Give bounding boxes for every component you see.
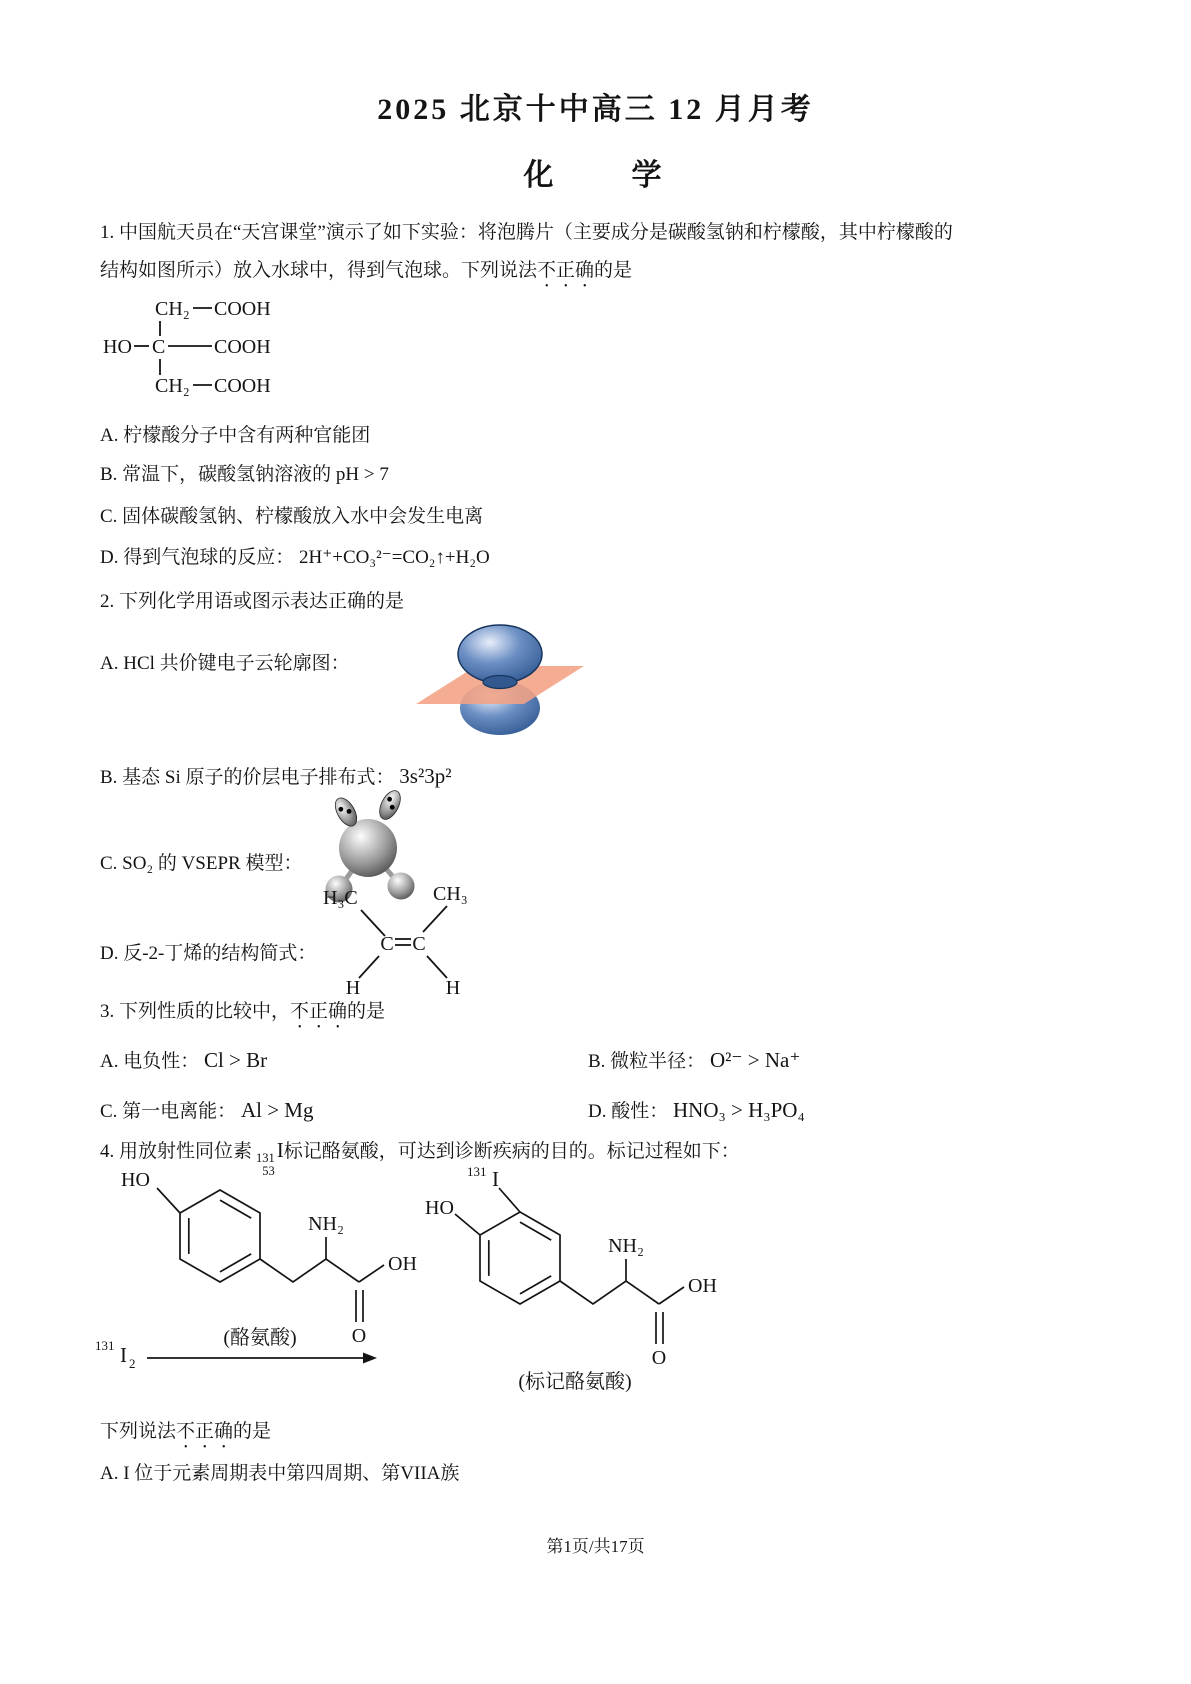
q1-option-d-label: D. 得到气泡球的反应： bbox=[100, 547, 295, 568]
citric-top-cooh: COOH bbox=[214, 298, 271, 320]
butene-c1: C bbox=[380, 933, 394, 955]
butene-ch3-left: H₃C bbox=[323, 887, 358, 909]
citric-top-ch2: CH₂ bbox=[155, 298, 190, 320]
q4-follow-post: 的是 bbox=[233, 1421, 272, 1442]
hcl-electron-cloud-image bbox=[412, 620, 587, 745]
left-ho-label: HO bbox=[121, 1169, 150, 1191]
ring-iodine-symbol: I bbox=[492, 1167, 499, 1191]
q4-stem-post: 标记酪氨酸，可达到诊断疾病的目的。标记过程如下： bbox=[283, 1141, 740, 1162]
exam-title: 2025 北京十中高三 12 月月考 bbox=[377, 93, 814, 126]
q1-stem-line2 bbox=[100, 256, 632, 292]
q4-follow-emphasis: 不正确 bbox=[176, 1421, 234, 1442]
q3-option-b-value: O²⁻ > Na⁺ bbox=[709, 1048, 801, 1072]
left-oh-label: OH bbox=[388, 1253, 417, 1275]
benzene-ring-left bbox=[180, 1190, 260, 1282]
q3-stem-post: 的是 bbox=[347, 1001, 386, 1022]
right-ho-label: HO bbox=[425, 1197, 454, 1219]
right-product-label: (标记酪氨酸) bbox=[518, 1371, 632, 1393]
reagent-mass-number: 131 bbox=[95, 1338, 115, 1353]
q3-option-b bbox=[588, 1046, 800, 1073]
citric-mid-cooh: COOH bbox=[214, 336, 271, 358]
exam-subject: 化 学 bbox=[523, 159, 668, 192]
q3-option-d-value: HNO₃ > H₃PO₄ bbox=[672, 1098, 805, 1122]
page-number: 第1页/共17页 bbox=[546, 1537, 645, 1556]
iodine-reagent bbox=[95, 1338, 136, 1371]
isotope-element-symbol: I bbox=[276, 1138, 284, 1162]
reagent-subscript: 2 bbox=[129, 1356, 136, 1371]
citric-bottom-cooh: COOH bbox=[214, 375, 271, 397]
citric-acid-structure bbox=[100, 295, 320, 407]
q4-option-a: A. I 位于元素周期表中第四周期、第VIIA族 bbox=[100, 1463, 460, 1484]
q4-follow-stem bbox=[100, 1416, 271, 1453]
isotope-mass-number: 131 bbox=[256, 1151, 275, 1165]
benzene-ring-right bbox=[480, 1212, 560, 1304]
q3-option-a bbox=[100, 1046, 267, 1073]
q3-stem bbox=[100, 996, 385, 1033]
q1-stem-line2-pre: 结构如图所示）放入水球中，得到气泡球。下列说法 bbox=[100, 260, 538, 281]
q3-option-c-label: C. 第一电离能： bbox=[100, 1101, 237, 1122]
arrow-reagent-label: (酪氨酸) bbox=[223, 1327, 297, 1349]
q3-option-d bbox=[588, 1096, 805, 1123]
q2-stem: 2. 下列化学用语或图示表达正确的是 bbox=[100, 591, 405, 612]
citric-center-c: C bbox=[152, 336, 166, 358]
sulfur-atom bbox=[339, 819, 397, 877]
right-oh-label: OH bbox=[688, 1275, 717, 1297]
q2-option-b bbox=[100, 762, 452, 789]
q3-option-c bbox=[100, 1096, 313, 1123]
butene-ch3-right: CH₃ bbox=[433, 883, 468, 905]
q1-option-b: B. 常温下，碳酸氢钠溶液的 pH > 7 bbox=[100, 464, 389, 485]
q1-stem-line1: 1. 中国航天员在“天宫课堂”演示了如下实验：将泡腾片（主要成分是碳酸氢钠和柠檬酸，其中柠檬酸的 bbox=[100, 222, 953, 243]
q3-stem-pre: 3. 下列性质的比较中， bbox=[100, 1001, 291, 1022]
q1-option-d-equation: 2H⁺+CO₃²⁻=CO₂↑+H₂O bbox=[298, 547, 490, 568]
q2-option-b-label: B. 基态 Si 原子的价层电子排布式： bbox=[100, 767, 395, 788]
q2-option-b-configuration: 3s²3p² bbox=[399, 764, 452, 788]
q1-option-c: C. 固体碳酸氢钠、柠檬酸放入水中会发生电离 bbox=[100, 506, 484, 527]
tyrosine-labelling-scheme bbox=[95, 1148, 815, 1400]
q2-option-a: A. HCl 共价键电子云轮廓图： bbox=[100, 653, 350, 674]
citric-ho: HO bbox=[103, 336, 132, 358]
arrow-head bbox=[363, 1353, 377, 1364]
left-nh2-label: NH₂ bbox=[308, 1213, 344, 1235]
q1-option-a: A. 柠檬酸分子中含有两种官能团 bbox=[100, 425, 371, 446]
orbital-neck bbox=[483, 676, 517, 689]
reagent-symbol: I bbox=[120, 1343, 127, 1367]
q4-follow-pre: 下列说法 bbox=[100, 1421, 177, 1442]
isotope-atomic-number: 53 bbox=[262, 1164, 275, 1179]
q3-option-a-value: Cl > Br bbox=[203, 1048, 268, 1072]
q1-stem-line2-post: 的是 bbox=[594, 260, 633, 281]
q1-stem-emphasis: 不正确 bbox=[537, 260, 595, 281]
butene-c2: C bbox=[412, 933, 426, 955]
butene-h-right: H bbox=[445, 977, 461, 998]
q3-option-d-label: D. 酸性： bbox=[588, 1101, 669, 1122]
butene-h-left: H bbox=[345, 977, 361, 998]
q1-option-d bbox=[100, 542, 490, 569]
q3-stem-emphasis: 不正确 bbox=[290, 1001, 348, 1022]
q4-stem-pre: 4. 用放射性同位素 bbox=[100, 1141, 253, 1162]
orbital-upper-lobe bbox=[458, 625, 542, 683]
q3-option-c-value: Al > Mg bbox=[240, 1098, 314, 1122]
ring-iodine-label bbox=[467, 1164, 499, 1191]
left-o-label: O bbox=[351, 1325, 367, 1347]
trans-2-butene-structure bbox=[315, 880, 495, 998]
q3-option-b-label: B. 微粒半径： bbox=[588, 1051, 706, 1072]
right-o-label: O bbox=[651, 1347, 667, 1369]
ring-iodine-mass: 131 bbox=[467, 1164, 487, 1179]
q3-option-a-label: A. 电负性： bbox=[100, 1051, 200, 1072]
q2-option-c: C. SO₂ 的 VSEPR 模型： bbox=[100, 853, 303, 874]
citric-bottom-ch2: CH₂ bbox=[155, 375, 190, 397]
lone-pair-right bbox=[375, 788, 404, 823]
q2-option-d: D. 反-2-丁烯的结构简式： bbox=[100, 943, 317, 964]
right-nh2-label: NH₂ bbox=[608, 1235, 644, 1257]
